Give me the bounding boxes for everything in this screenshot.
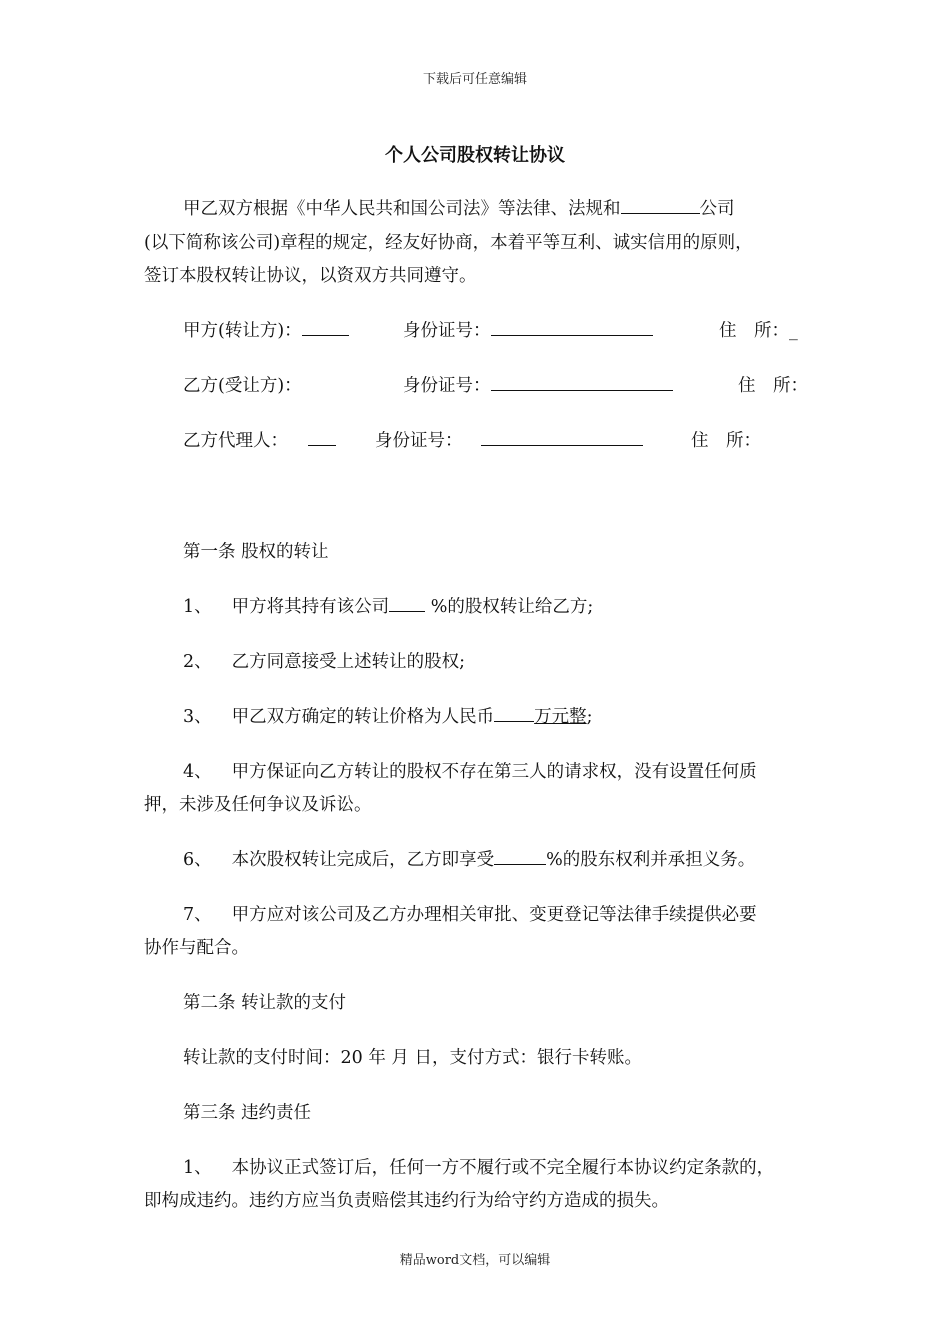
- percent-blank: [389, 594, 425, 612]
- party-a-name-blank: [302, 318, 349, 336]
- intro-line-3: 签订本股权转让协议，以资双方共同遵守。: [144, 266, 477, 286]
- intro-line-2: (以下简称该公司)章程的规定，经友好协商，本着平等互利、诚实信用的原则，: [144, 233, 753, 253]
- intro-text-1a: 甲乙双方根据《中华人民共和国公司法》等法律、法规和: [183, 199, 621, 219]
- agent-name-blank: [308, 428, 336, 446]
- shareholder-percent-blank: [494, 847, 546, 865]
- agent-label: 乙方代理人：: [183, 427, 336, 452]
- agent-address: 住 所：: [691, 431, 761, 451]
- article-3-item-1: 1、 本协议正式签订后，任何一方不履行或不完全履行本协议约定条款的，: [183, 1158, 775, 1178]
- article-1-item-7-cont: 协作与配合。: [144, 938, 249, 958]
- article-1-item-7: 7、 甲方应对该公司及乙方办理相关审批、变更登记等法律手续提供必要: [183, 905, 757, 925]
- document-title: 个人公司股权转让协议: [385, 145, 565, 166]
- article-3-item-1-cont: 即构成违约。违约方应当负责赔偿其违约行为给守约方造成的损失。: [144, 1191, 669, 1211]
- company-name-blank: [621, 196, 700, 214]
- party-a-label: 甲方(转让方)：: [183, 317, 349, 342]
- party-b-id-blank: [491, 373, 673, 391]
- intro-line-1: [183, 195, 735, 220]
- article-2-payment: 转让款的支付时间：20 年 月 日，支付方式：银行卡转账。: [183, 1048, 642, 1068]
- party-b-address: 住 所：: [738, 376, 808, 396]
- price-unit: 万元整: [534, 707, 587, 727]
- page-footer-note: 精品word文档，可以编辑: [399, 1253, 551, 1268]
- article-1-item-6: 6、 本次股权转让完成后，乙方即享受 %的股东权利并承担义务。: [183, 846, 755, 871]
- article-1-item-3: 3、 甲乙双方确定的转让价格为人民币 万元整;: [183, 703, 593, 728]
- intro-text-1b: 公司: [699, 199, 735, 219]
- party-a-id-blank: [491, 318, 653, 336]
- party-b-id: 身份证号：: [403, 372, 673, 397]
- article-1-item-4-cont: 押，未涉及任何争议及诉讼。: [144, 795, 372, 815]
- party-b-label: 乙方(受让方)：: [183, 376, 302, 396]
- page-header-note: 下载后可任意编辑: [422, 72, 527, 87]
- party-a-address: 住 所：_: [719, 321, 798, 341]
- article-2-heading: 第二条 转让款的支付: [183, 993, 347, 1013]
- article-1-item-4: 4、 甲方保证向乙方转让的股权不存在第三人的请求权，没有设置任何质: [183, 762, 757, 782]
- article-1-item-2: 2、 乙方同意接受上述转让的股权;: [183, 652, 466, 672]
- party-a-id: 身份证号：: [403, 317, 653, 342]
- agent-id-blank: [481, 428, 643, 446]
- article-1-heading: 第一条 股权的转让: [183, 542, 329, 562]
- article-1-item-1: 1、 甲方将其持有该公司 %的股权转让给乙方;: [183, 593, 593, 618]
- price-blank: [494, 704, 534, 722]
- article-3-heading: 第三条 违约责任: [183, 1103, 312, 1123]
- agent-id: 身份证号：: [375, 427, 643, 452]
